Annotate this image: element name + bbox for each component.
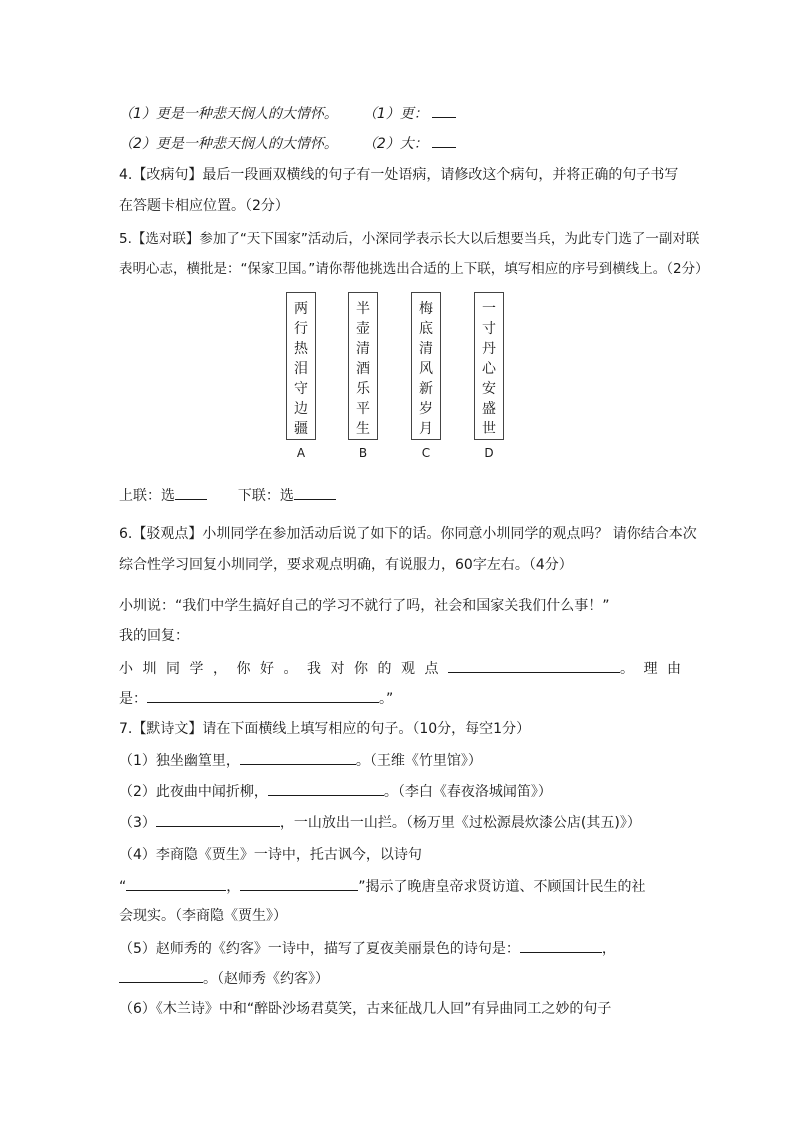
q6-reply-end: 。” [379, 691, 394, 707]
q5-answer-row [119, 485, 336, 506]
q6-line2: 综合性学习回复小圳同学，要求观点明确，有说服力，60字左右。（4分） [119, 557, 573, 573]
couplet-label-a: A [296, 446, 306, 460]
q7-item4-line1: （4）李商隐《贾生》一诗中，托古讽今，以诗句 [119, 847, 422, 863]
q3-row2-blank[interactable] [432, 133, 456, 148]
q6-reply-start: 小圳同学，你好。我对你的观点 [119, 661, 448, 677]
q7-item5-post: 。（赵师秀《约客》） [203, 971, 329, 987]
q7-item1 [119, 750, 482, 771]
lower-couplet-blank[interactable] [294, 485, 336, 500]
q3-row2-sentence: （2）更是一种悲天悯人的大情怀。 [119, 136, 338, 152]
q5-line1: 5.【选对联】参加了“天下国家”活动后，小深同学表示长大以后想要当兵，为此专门选了一副对联 [119, 231, 700, 247]
q7-item2-post: 。（李白《春夜洛城闻笛》） [383, 784, 552, 800]
q3-row1 [119, 103, 456, 124]
q6-reply-row2 [119, 688, 393, 709]
q7-item1-pre: （1）独坐幽篁里， [119, 753, 240, 769]
q7-item4-blank2[interactable] [240, 876, 358, 891]
q7-item4-rest: ”揭示了晚唐皇帝求贤访道、不顾国计民生的社 [358, 879, 646, 895]
q7-item3 [119, 812, 641, 833]
q7-item2-blank[interactable] [268, 781, 384, 796]
q6-reply-is: 是： [119, 691, 147, 707]
q6-line1: 6.【驳观点】小圳同学在参加活动后说了如下的话。你同意小圳同学的观点吗？ 请你结合本次 [119, 526, 697, 542]
q7-item6-line1: （6）《木兰诗》中和“醉卧沙场君莫笑，古来征战几人回”有异曲同工之妙的句子 [119, 1001, 612, 1017]
q7-item2-pre: （2）此夜曲中闻折柳， [119, 784, 268, 800]
q6-reason-blank[interactable] [147, 688, 379, 703]
lower-couplet-label: 下联：选 [237, 488, 294, 504]
q7-title: 7.【默诗文】请在下面横线上填写相应的句子。（10分，每空1分） [119, 721, 531, 737]
couplet-card-d: 一 寸 丹 心 安 盛 世 [474, 292, 504, 440]
upper-couplet-label: 上联：选 [119, 488, 175, 504]
q4-line2: 在答题卡相应位置。（2分） [119, 198, 289, 214]
q6-reply-reason: 。理由 [620, 661, 691, 677]
q7-item3-blank[interactable] [156, 812, 280, 827]
q4-line1: 4.【改病句】最后一段画双横线的句子有一处语病，请修改这个病句，并将正确的句子书写 [119, 167, 679, 183]
q7-item4-open: “ [119, 879, 127, 895]
couplet-card-c: 梅 底 清 风 新 岁 月 [411, 292, 441, 440]
q7-item5-comma: ， [601, 941, 616, 957]
q7-item1-blank[interactable] [240, 750, 356, 765]
q7-item1-post: 。（王维《竹里馆》） [355, 753, 482, 769]
q6-reply-row1 [119, 658, 691, 679]
q7-item3-post: ，一山放出一山拦。（杨万里《过松源晨炊漆公店(其五)》） [279, 815, 641, 831]
q7-item2 [119, 781, 552, 802]
couplet-card-a: 两 行 热 泪 守 边 疆 [286, 292, 316, 440]
couplet-label-c: C [421, 446, 431, 460]
couplet-label-b: B [358, 446, 368, 460]
q7-item5-text: （5）赵师秀的《约客》一诗中，描写了夏夜美丽景色的诗句是： [119, 941, 520, 957]
q7-item3-pre: （3） [119, 815, 156, 831]
q3-row2 [119, 133, 456, 154]
q5-line2: 表明心志，横批是：“保家卫国。”请你帮他挑选出合适的上下联，填写相应的序号到横线上。（2分） [119, 261, 709, 277]
q7-item5-blank1[interactable] [520, 938, 602, 953]
q7-item5-line2 [119, 968, 329, 989]
upper-couplet-blank[interactable] [175, 485, 207, 500]
q6-quote: 小圳说：“我们中学生搞好自己的学习不就行了吗，社会和国家关我们什么事！” [119, 598, 610, 614]
q3-row1-label: （1）更： [362, 106, 428, 122]
q7-item4-line3: 会现实。（李商隐《贾生》） [119, 908, 287, 924]
q7-item4-line2 [119, 876, 646, 897]
q7-item5-line1 [119, 938, 616, 959]
q6-reply-label: 我的回复： [119, 628, 189, 644]
q6-opinion-blank[interactable] [448, 658, 620, 673]
q7-item4-blank1[interactable] [126, 876, 226, 891]
couplet-label-d: D [484, 446, 494, 460]
q7-item4-comma: ， [226, 879, 241, 895]
q3-row1-blank[interactable] [432, 103, 456, 118]
q7-item5-blank2[interactable] [119, 968, 203, 983]
q3-row1-sentence: （1）更是一种悲天悯人的大情怀。 [119, 106, 338, 122]
q3-row2-label: （2）大： [362, 136, 428, 152]
couplet-card-b: 半 壶 清 酒 乐 平 生 [348, 292, 378, 440]
